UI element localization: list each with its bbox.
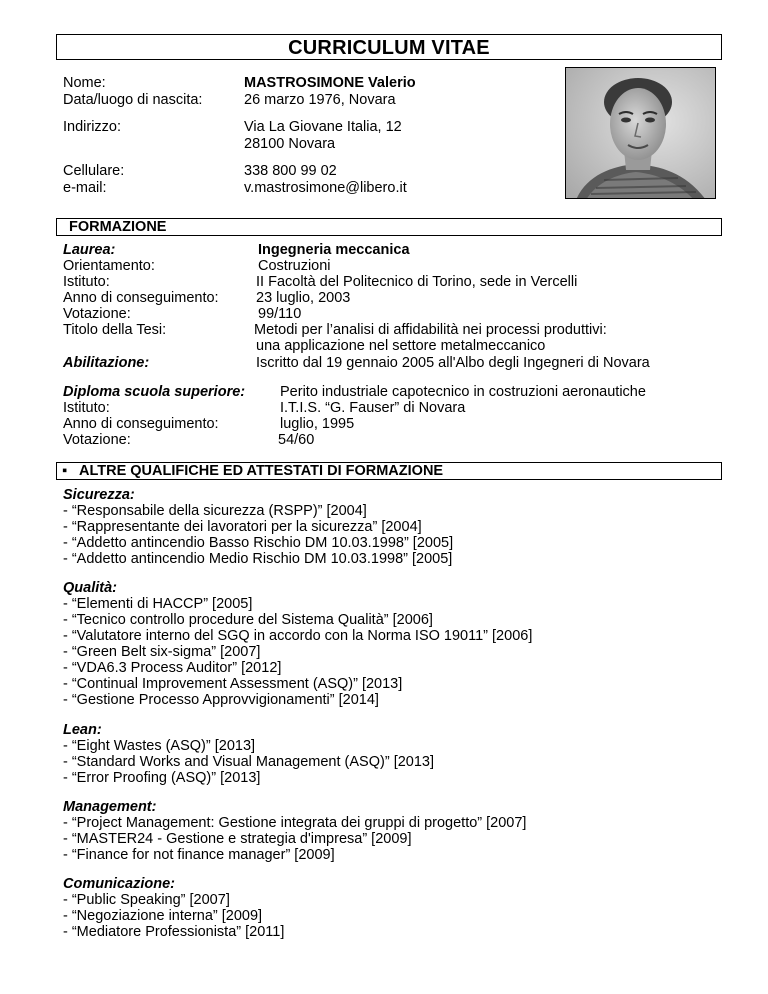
list-item: - “Continual Improvement Assessment (ASQ)” [2013]	[63, 676, 403, 692]
diploma-anno-label: Anno di conseguimento:	[63, 416, 219, 432]
name-label: Nome:	[63, 75, 106, 91]
diploma-anno-value: luglio, 1995	[280, 416, 355, 432]
list-item: - “Tecnico controllo procedure del Sistema Qualità” [2006]	[63, 612, 433, 628]
list-item: - “Finance for not finance manager” [2009]	[63, 847, 335, 863]
list-item: - “MASTER24 - Gestione e strategia d'impresa” [2009]	[63, 831, 412, 847]
formazione-heading: FORMAZIONE	[69, 219, 167, 235]
list-item: - “Standard Works and Visual Management (ASQ)” [2013]	[63, 754, 435, 770]
abilitazione-label: Abilitazione:	[63, 355, 150, 371]
list-item: - “VDA6.3 Process Auditor” [2012]	[63, 660, 282, 676]
qualifiche-header	[56, 462, 722, 480]
list-item: - “Negoziazione interna” [2009]	[63, 908, 263, 924]
list-item: - “Responsabile della sicurezza (RSPP)” [2004]	[63, 503, 367, 519]
qualifiche-heading: ALTRE QUALIFICHE ED ATTESTATI DI FORMAZIONE	[79, 463, 444, 479]
orientamento-label: Orientamento:	[63, 258, 155, 274]
tesi-line1: Metodi per l’analisi di affidabilità nei processi produttivi:	[254, 322, 607, 338]
group-title-sicurezza: Sicurezza:	[63, 487, 135, 503]
votazione-value: 99/110	[258, 306, 302, 322]
anno-value: 23 luglio, 2003	[256, 290, 351, 306]
anno-label: Anno di conseguimento:	[63, 290, 219, 306]
title-box	[56, 34, 722, 60]
qualifiche-bullet: ▪	[62, 463, 68, 479]
formazione-header	[56, 218, 722, 236]
laurea-value: Ingegneria meccanica	[258, 242, 410, 258]
orientamento-value: Costruzioni	[258, 258, 331, 274]
list-item: - “Addetto antincendio Basso Rischio DM 10.03.1998” [2005]	[63, 535, 454, 551]
list-item: - “Rappresentante dei lavoratori per la sicurezza” [2004]	[63, 519, 422, 535]
email-value: v.mastrosimone@libero.it	[244, 180, 407, 196]
address-line1: Via La Giovane Italia, 12	[244, 119, 402, 135]
list-item: - “Error Proofing (ASQ)” [2013]	[63, 770, 261, 786]
diploma-label: Diploma scuola superiore:	[63, 384, 246, 400]
name-value: MASTROSIMONE Valerio	[244, 75, 416, 91]
group-title-management: Management:	[63, 799, 157, 815]
diploma-istituto-value: I.T.I.S. “G. Fauser” di Novara	[280, 400, 466, 416]
votazione-label: Votazione:	[63, 306, 131, 322]
list-item: - “Project Management: Gestione integrata dei gruppi di progetto” [2007]	[63, 815, 527, 831]
diploma-votazione-value: 54/60	[278, 432, 315, 448]
profile-photo	[565, 67, 716, 199]
istituto-label: Istituto:	[63, 274, 110, 290]
mobile-value: 338 800 99 02	[244, 163, 337, 179]
birth-label: Data/luogo di nascita:	[63, 92, 203, 108]
birth-value: 26 marzo 1976, Novara	[244, 92, 396, 108]
group-title-qualita: Qualità:	[63, 580, 117, 596]
list-item: - “Gestione Processo Approvvigionamenti” [2014]	[63, 692, 379, 708]
abilitazione-value: Iscritto dal 19 gennaio 2005 all'Albo degli Ingegneri di Novara	[256, 355, 650, 371]
tesi-label: Titolo della Tesi:	[63, 322, 167, 338]
list-item: - “Valutatore interno del SGQ in accordo con la Norma ISO 19011” [2006]	[63, 628, 533, 644]
list-item: - “Elementi di HACCP” [2005]	[63, 596, 253, 612]
list-item: - “Green Belt six-sigma” [2007]	[63, 644, 261, 660]
email-label: e-mail:	[63, 180, 107, 196]
mobile-label: Cellulare:	[63, 163, 125, 179]
list-item: - “Mediatore Professionista” [2011]	[63, 924, 285, 940]
diploma-votazione-label: Votazione:	[63, 432, 131, 448]
address-label: Indirizzo:	[63, 119, 122, 135]
istituto-value: II Facoltà del Politecnico di Torino, sede in Vercelli	[256, 274, 578, 290]
list-item: - “Addetto antincendio Medio Rischio DM 10.03.1998” [2005]	[63, 551, 453, 567]
group-title-lean: Lean:	[63, 722, 102, 738]
list-item: - “Public Speaking” [2007]	[63, 892, 230, 908]
group-title-comunicazione: Comunicazione:	[63, 876, 175, 892]
list-item: - “Eight Wastes (ASQ)” [2013]	[63, 738, 256, 754]
diploma-istituto-label: Istituto:	[63, 400, 110, 416]
diploma-value: Perito industriale capotecnico in costruzioni aeronautiche	[280, 384, 646, 400]
page-title: CURRICULUM VITAE	[288, 37, 490, 59]
tesi-line2: una applicazione nel settore metalmeccanico	[256, 338, 546, 354]
address-line2: 28100 Novara	[244, 136, 336, 152]
laurea-label: Laurea:	[63, 242, 116, 258]
